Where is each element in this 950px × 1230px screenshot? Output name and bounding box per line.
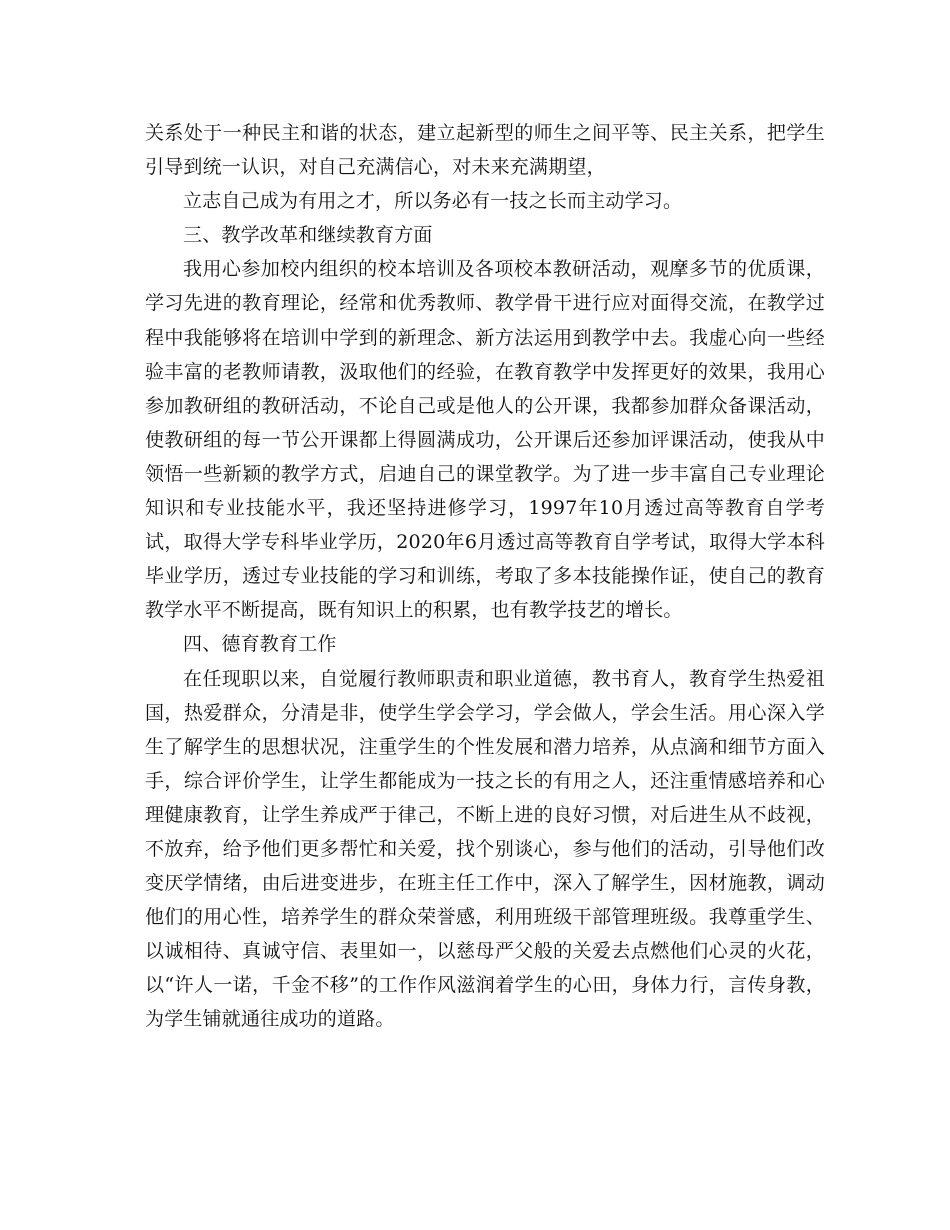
section-heading-teaching-reform: 三、教学改革和继续教育方面 <box>183 224 433 247</box>
document-body <box>145 116 825 1037</box>
paragraph-teaching-reform: 我用心参加校内组织的校本培训及各项校本教研活动，观摩多节的优质课，学习先进的教育理论，经常和优秀教师、教学骨干进行应对面得交流，在教学过程中我能够将在培训中学到的新理念、新方法运用到教学中去。我虚心向一些经验丰富的老教师请教，汲取他们的经验，在教育教学中发挥更好的效果，我用心参加教研组的教研活动，不论自己或是他人的公开课，我都参加群众备课活动，使教研组的每一节公开课都上得圆满成功，公开课后还参加评课活动，使我从中领悟一些新颖的教学方式，启迪自己的课堂教学。为了进一步丰富自己专业理论知识和专业技能水平，我还坚持进修学习，1997年10月透过高等教育自学考试，取得大学专科毕业学历，2020年6月透过高等教育自学考试，取得大学本科毕业学历，透过专业技能的学习和训练，考取了多本技能操作证，使自己的教育教学水平不断提高，既有知识上的积累，也有教学技艺的增长。 <box>145 258 825 622</box>
paragraph-moral-education: 在任现职以来，自觉履行教师职责和职业道德，教书育人，教育学生热爱祖国，热爱群众，分清是非，使学生学会学习，学会做人，学会生活。用心深入学生了解学生的思想状况，注重学生的个性发展和潜力培养，从点滴和细节方面入手，综合评价学生，让学生都能成为一技之长的有用之人，还注重情感培养和心理健康教育，让学生养成严于律己，不断上进的良好习惯，对后进生从不歧视，不放弃，给予他们更多帮忙和关爱，找个别谈心，参与他们的活动，引导他们改变厌学情绪，由后进变进步，在班主任工作中，深入了解学生，因材施教，调动他们的用心性，培养学生的群众荣誉感，利用班级干部管理班级。我尊重学生、以诚相待、真诚守信、表里如一，以慈母严父般的关爱去点燃他们心灵的火花，以“许人一诺，千金不移”的工作作风滋润着学生的心田，身体力行，言传身教，为学生铺就通往成功的道路。 <box>145 667 825 1031</box>
paragraph-continuation: 关系处于一种民主和谐的状态，建立起新型的师生之间平等、民主关系，把学生引导到统一认识，对自己充满信心，对未来充满期望， <box>145 122 825 179</box>
paragraph-goal: 立志自己成为有用之才，所以务必有一技之长而主动学习。 <box>183 190 683 213</box>
section-heading-moral-education: 四、德育教育工作 <box>183 633 337 656</box>
